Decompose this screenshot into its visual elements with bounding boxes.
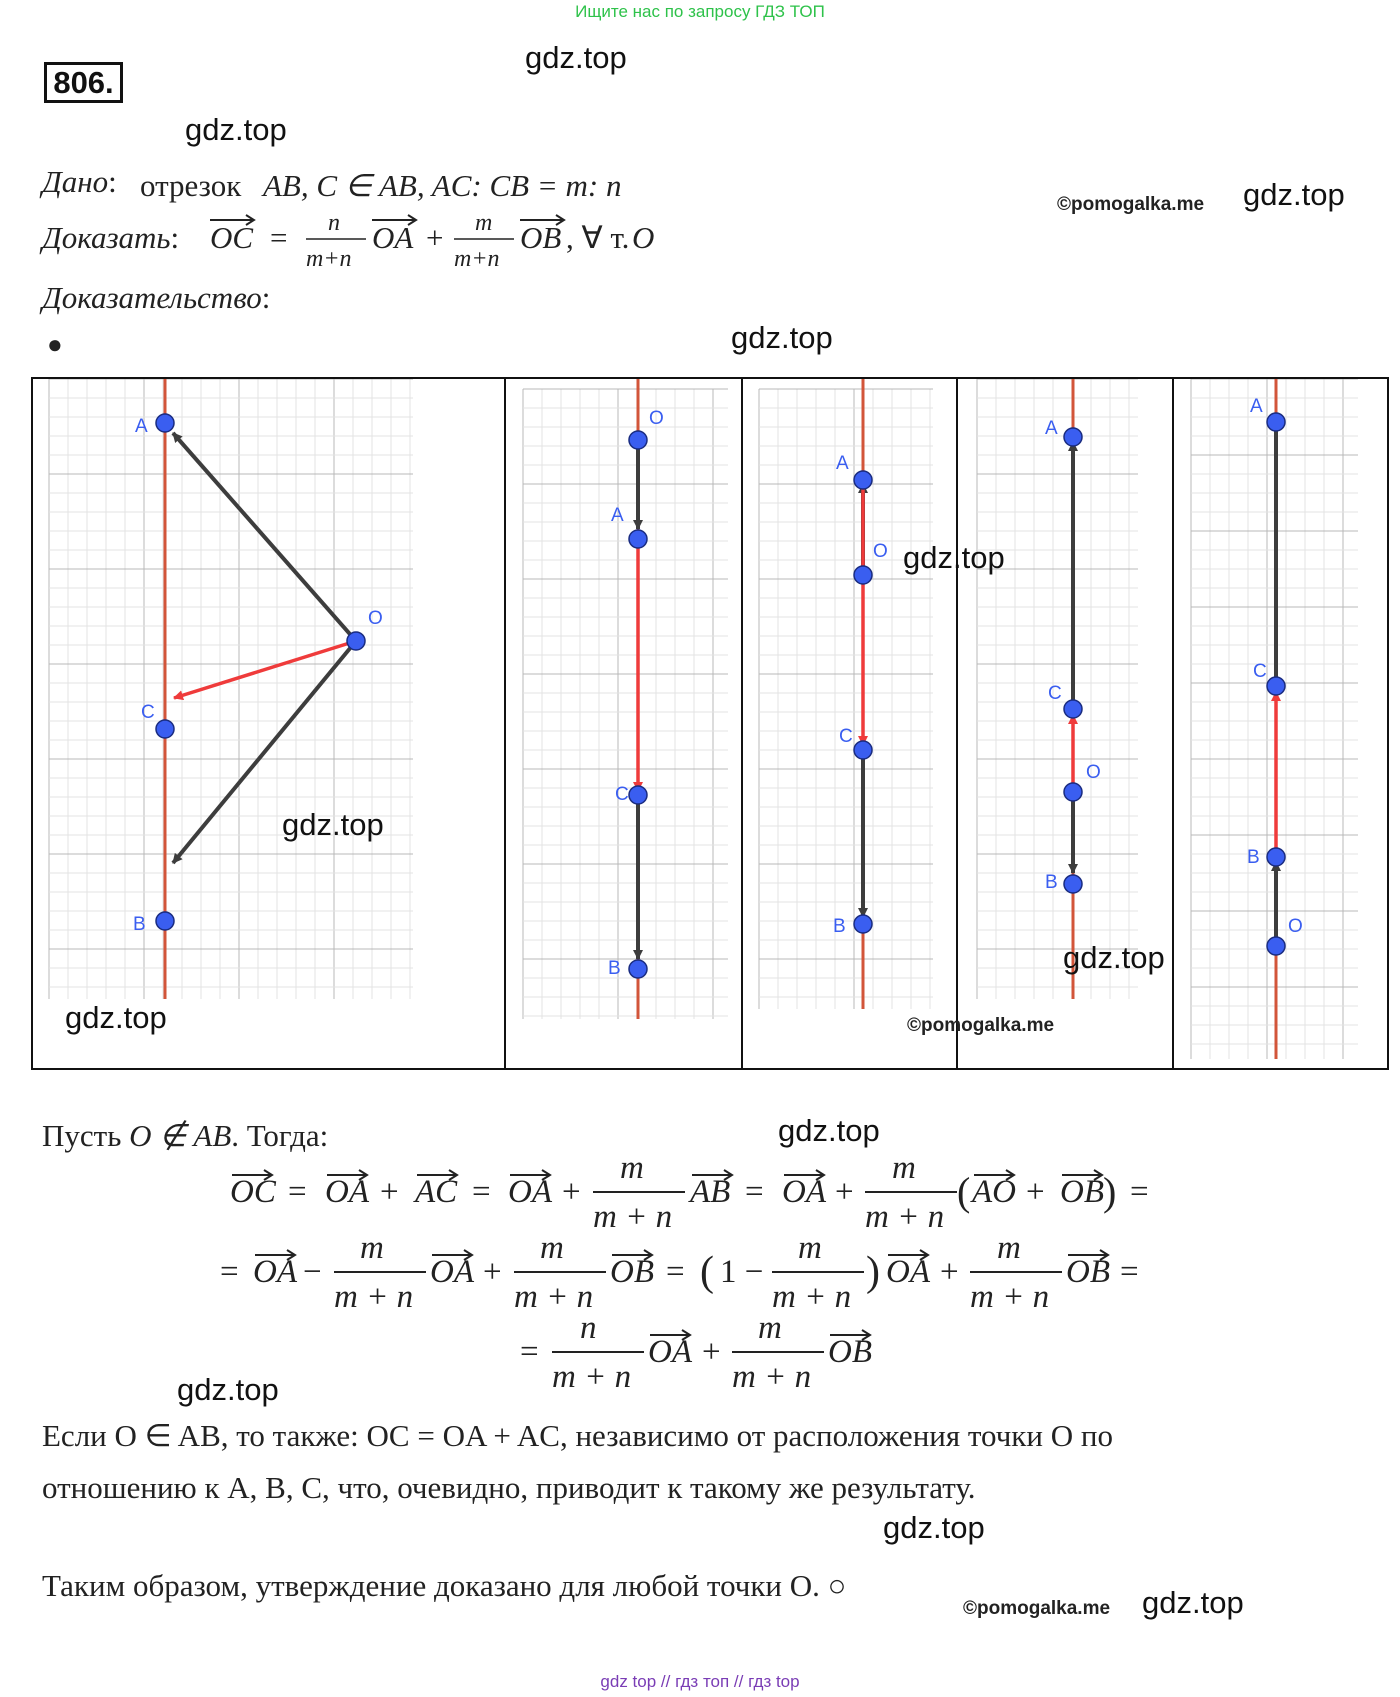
svg-text:m: m	[798, 1230, 822, 1266]
svg-text:m: m	[620, 1150, 644, 1186]
case2-line1	[42, 1418, 1113, 1454]
watermark-gdz: gdz.top	[1243, 177, 1345, 212]
point-A	[1064, 428, 1082, 446]
svg-text:OB: OB	[828, 1334, 872, 1370]
svg-text:AB: AB	[690, 1174, 731, 1210]
svg-text:+: +	[1026, 1174, 1045, 1210]
point-B	[629, 960, 647, 978]
svg-text:отрезок: отрезок	[140, 168, 242, 203]
watermark-gdz: gdz.top	[903, 540, 1005, 575]
svg-text:m+n: m+n	[454, 246, 500, 272]
svg-text:=: =	[745, 1174, 764, 1210]
svg-text:n: n	[328, 210, 340, 236]
svg-text:m: m	[997, 1230, 1021, 1266]
case1-intro: Пусть O ∉ AB. Тогда:	[42, 1118, 329, 1153]
svg-text:+: +	[426, 220, 444, 255]
svg-text:, ∀ т.: , ∀ т.	[566, 220, 630, 255]
problem-number: 806.	[44, 62, 123, 103]
point-label: A	[611, 505, 624, 526]
case2-line2-text: отношению к A, B, C, что, очевидно, приводит к такому же результату.	[42, 1470, 976, 1505]
point-O	[1267, 937, 1285, 955]
prove-line: Доказать:	[42, 220, 180, 255]
svg-text:=: =	[666, 1254, 685, 1290]
point-label: B	[1247, 847, 1260, 868]
svg-text:OC: OC	[230, 1174, 276, 1210]
point-O	[629, 431, 647, 449]
svg-text:OB: OB	[1060, 1174, 1104, 1210]
point-B	[1064, 875, 1082, 893]
watermark-pomogalka: ©pomogalka.me	[1057, 194, 1205, 215]
point-C	[854, 741, 872, 759]
svg-text:OB: OB	[610, 1254, 654, 1290]
watermark-pomogalka: ©pomogalka.me	[907, 1015, 1055, 1036]
svg-text:m: m	[475, 210, 493, 236]
svg-text:m+n: m+n	[306, 246, 352, 272]
svg-text:+: +	[562, 1174, 581, 1210]
svg-text:(: (	[957, 1169, 971, 1214]
watermark-gdz: gdz.top	[65, 1000, 167, 1035]
point-label: B	[1045, 872, 1058, 893]
svg-text:1 −: 1 −	[720, 1254, 764, 1290]
svg-text:=: =	[1130, 1174, 1149, 1210]
given-line: Дано:	[42, 164, 117, 199]
eq-line2	[220, 1230, 1139, 1315]
given-formula	[130, 160, 690, 210]
footer-links[interactable]: gdz top // гдз топ // гдз top	[600, 1672, 800, 1691]
svg-text:OA: OA	[648, 1334, 692, 1370]
point-O	[1064, 783, 1082, 801]
point-label: C	[141, 702, 155, 723]
point-B	[156, 912, 174, 930]
point-C	[1064, 700, 1082, 718]
svg-text:OA: OA	[886, 1254, 930, 1290]
svg-text:AC: AC	[415, 1174, 458, 1210]
case2-line2	[42, 1470, 975, 1506]
svg-text:m + n: m + n	[970, 1279, 1050, 1315]
svg-text:AB, C ∈ AB, AC: CB = m: n: AB, C ∈ AB, AC: CB = m: n	[263, 168, 622, 203]
svg-text:OA: OA	[325, 1174, 369, 1210]
bullet: ●	[47, 330, 63, 359]
point-label: A	[1045, 418, 1058, 439]
svg-text:n: n	[580, 1310, 597, 1346]
svg-text:=: =	[288, 1174, 307, 1210]
point-B	[854, 915, 872, 933]
svg-text:OA: OA	[508, 1174, 552, 1210]
point-A	[854, 471, 872, 489]
watermark-gdz: gdz.top	[883, 1510, 985, 1545]
point-A	[156, 414, 174, 432]
watermark-gdz: gdz.top	[177, 1372, 279, 1407]
svg-text:m: m	[892, 1150, 916, 1186]
svg-text:OA: OA	[430, 1254, 474, 1290]
watermark-gdz: gdz.top	[185, 112, 287, 147]
svg-text:=: =	[220, 1254, 239, 1290]
svg-text:): )	[866, 1249, 880, 1295]
svg-text:=: =	[472, 1174, 491, 1210]
svg-text:OA: OA	[253, 1254, 297, 1290]
conclusion	[42, 1568, 846, 1604]
point-C	[1267, 677, 1285, 695]
watermark-gdz: gdz.top	[525, 40, 627, 75]
svg-text:=: =	[270, 220, 288, 255]
point-C	[629, 786, 647, 804]
point-label: O	[1086, 762, 1101, 783]
point-label: O	[649, 408, 664, 429]
proof-label-line: Доказательство:	[42, 280, 271, 315]
svg-text:OA: OA	[372, 220, 414, 255]
svg-text:+: +	[835, 1174, 854, 1210]
proof-label: Доказательство	[42, 280, 262, 315]
svg-text:m + n: m + n	[593, 1199, 673, 1235]
svg-text:m + n: m + n	[514, 1279, 594, 1315]
point-label: A	[135, 416, 148, 437]
svg-text:m: m	[360, 1230, 384, 1266]
figure-svg	[33, 379, 1387, 1068]
prove-formula	[200, 206, 700, 276]
svg-text:OB: OB	[520, 220, 562, 255]
point-label: B	[833, 916, 846, 937]
figure-frame	[31, 377, 1389, 1070]
svg-text:(: (	[700, 1249, 714, 1295]
vector	[173, 433, 356, 641]
point-A	[1267, 413, 1285, 431]
point-O	[347, 632, 365, 650]
watermark-gdz: gdz.top	[1063, 940, 1165, 975]
svg-text:m + n: m + n	[732, 1359, 812, 1395]
point-A	[629, 530, 647, 548]
point-label: B	[133, 914, 146, 935]
point-label: C	[1048, 683, 1062, 704]
watermark-gdz: gdz.top	[731, 320, 833, 355]
point-label: O	[1288, 916, 1303, 937]
point-label: C	[839, 726, 853, 747]
point-label: O	[368, 608, 383, 629]
svg-text:+: +	[483, 1254, 502, 1290]
conclusion-text: Таким образом, утверждение доказано для любой точки O. ○	[42, 1568, 847, 1603]
svg-text:m: m	[540, 1230, 564, 1266]
equation-block	[200, 1150, 1200, 1420]
top-banner[interactable]: Ищите нас по запросу ГДЗ ТОП	[575, 2, 825, 21]
svg-text:): )	[1103, 1169, 1117, 1214]
point-label: C	[1253, 661, 1267, 682]
point-B	[1267, 848, 1285, 866]
svg-text:=: =	[520, 1334, 539, 1370]
point-label: O	[873, 541, 888, 562]
point-label: A	[1250, 396, 1263, 417]
svg-text:OC: OC	[210, 220, 254, 255]
watermark-gdz: gdz.top	[1142, 1585, 1244, 1620]
svg-text:+: +	[702, 1334, 721, 1370]
svg-text:m + n: m + n	[552, 1359, 632, 1395]
svg-text:m + n: m + n	[865, 1199, 945, 1235]
svg-text:+: +	[940, 1254, 959, 1290]
watermark-pomogalka: ©pomogalka.me	[963, 1598, 1111, 1619]
prove-label: Доказать	[42, 220, 171, 255]
svg-text:=: =	[1120, 1254, 1139, 1290]
point-label: A	[836, 453, 849, 474]
point-C	[156, 720, 174, 738]
watermark-gdz: gdz.top	[282, 807, 384, 842]
eq-line1	[230, 1150, 1149, 1235]
point-label: C	[615, 784, 629, 805]
svg-text:m + n: m + n	[334, 1279, 414, 1315]
svg-text:OA: OA	[782, 1174, 826, 1210]
point-O	[854, 566, 872, 584]
svg-text:OB: OB	[1066, 1254, 1110, 1290]
svg-text:AO: AO	[972, 1174, 1016, 1210]
svg-text:+: +	[380, 1174, 399, 1210]
svg-text:m + n: m + n	[772, 1279, 852, 1315]
point-label: B	[608, 958, 621, 979]
given-label: Дано	[42, 164, 109, 199]
svg-text:−: −	[303, 1254, 322, 1290]
eq-line3	[520, 1310, 872, 1395]
svg-text:m: m	[758, 1310, 782, 1346]
case2-line1-text: Если O ∈ AB, то также: OC = OA + AC, независимо от расположения точки O по	[42, 1418, 1113, 1453]
svg-text:O: O	[632, 220, 655, 255]
watermark-gdz: gdz.top	[778, 1113, 880, 1148]
